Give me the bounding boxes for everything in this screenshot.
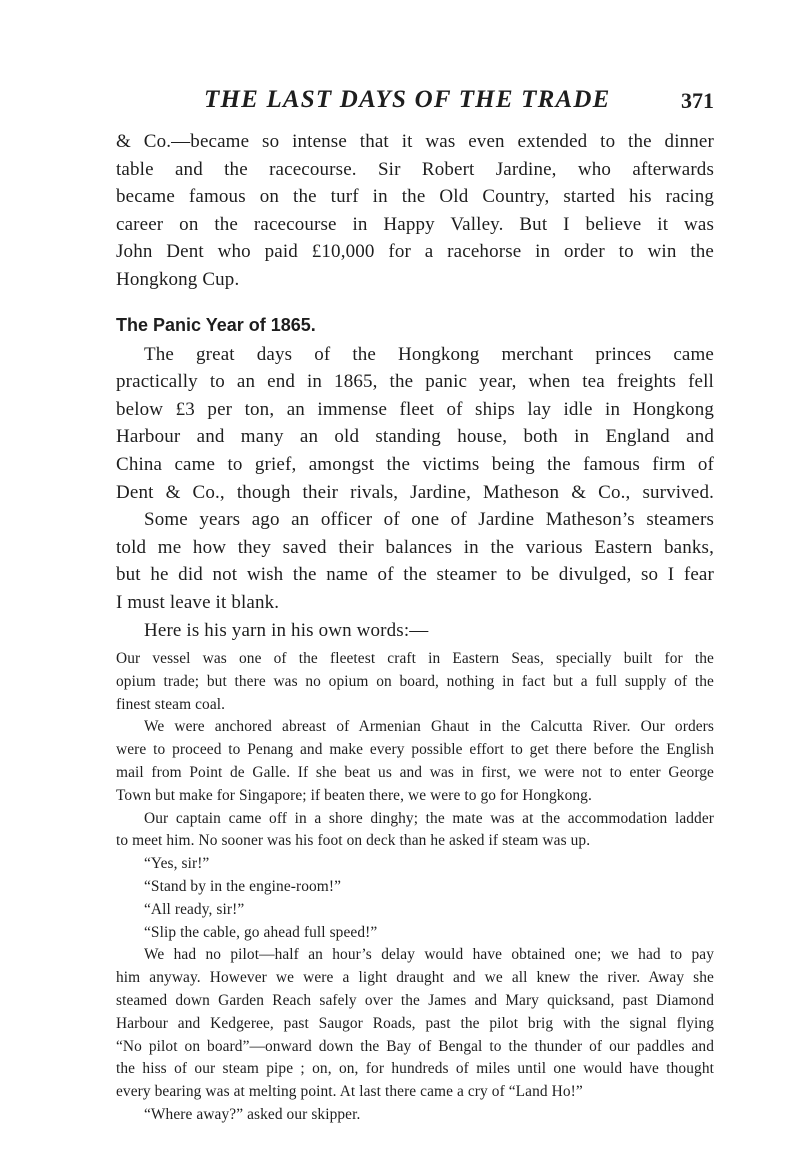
text-line: John Dent who paid £10,000 for a racehorse in order to win the — [116, 241, 714, 263]
text-line: Town but make for Singapore; if beaten there, we were to go for Hongkong. — [116, 786, 592, 804]
quoted-passage — [116, 648, 714, 1127]
dialogue-line: “Slip the cable, go ahead full speed!” — [144, 923, 378, 941]
text-line: below £3 per ton, an immense fleet of ships lay idle in Hongkong — [116, 398, 714, 420]
text-line: opium trade; but there was no opium on board, nothing in fact but a full supply of the — [116, 672, 714, 690]
dialogue-line: “Stand by in the engine-room!” — [144, 878, 342, 896]
section-heading: The Panic Year of 1865. — [116, 314, 316, 335]
book-page — [116, 86, 714, 1127]
text-line: every bearing was at melting point. At last there came a cry of “Land Ho!” — [116, 1083, 583, 1101]
text-line: finest steam coal. — [116, 695, 226, 713]
running-title: THE LAST DAYS OF THE TRADE — [204, 86, 611, 113]
text-line: Dent & Co., though their rivals, Jardine, Matheson & Co., survived. — [116, 481, 714, 503]
text-line: Here is his yarn in his own words:— — [144, 619, 429, 641]
paragraph-officer — [116, 506, 714, 616]
text-line: but he did not wish the name of the steamer to be divulged, so I fear — [116, 564, 714, 586]
paragraph-yarn-intro — [116, 617, 714, 645]
text-line: table and the racecourse. Sir Robert Jardine, who afterwards — [116, 158, 714, 180]
text-line: I must leave it blank. — [116, 591, 280, 613]
text-line: Our captain came off in a shore dinghy; the mate was at the accommodation ladder — [144, 809, 714, 827]
text-line: We had no pilot—half an hour’s delay would have obtained one; we had to pay — [144, 946, 714, 964]
text-line: Harbour and Kedgeree, past Saugor Roads, past the pilot brig with the signal flying — [116, 1014, 714, 1032]
text-line: Our vessel was one of the fleetest craft in Eastern Seas, specially built for the — [116, 650, 714, 668]
text-line: career on the racecourse in Happy Valley. But I believe it was — [116, 213, 714, 235]
dialogue-line: “All ready, sir!” — [144, 900, 245, 918]
text-line: the hiss of our steam pipe ; on, on, for hundreds of miles until one would have thought — [116, 1060, 714, 1078]
paragraph-continued — [116, 128, 714, 294]
text-line: The great days of the Hongkong merchant princes came — [144, 343, 714, 365]
text-line: practically to an end in 1865, the panic year, when tea freights fell — [116, 371, 714, 393]
text-line: him anyway. However we were a light draught and we all knew the river. Away she — [116, 969, 714, 987]
body-text — [116, 128, 714, 1127]
dialogue-line: “Yes, sir!” — [144, 855, 210, 873]
text-line: told me how they saved their balances in the various Eastern banks, — [116, 536, 714, 558]
text-line: Hongkong Cup. — [116, 268, 240, 290]
running-head — [116, 86, 714, 122]
text-line: “Where away?” asked our skipper. — [144, 1106, 361, 1124]
text-line: Some years ago an officer of one of Jardine Matheson’s steamers — [144, 509, 714, 531]
text-line: became famous on the turf in the Old Country, started his racing — [116, 186, 714, 208]
text-line: were to proceed to Penang and make every possible effort to get there before the English — [116, 741, 714, 759]
text-line: mail from Point de Galle. If she beat us and was in first, we were not to enter George — [116, 764, 714, 782]
text-line: steamed down Garden Reach safely over the James and Mary quicksand, past Diamond — [116, 992, 714, 1010]
text-line: & Co.—became so intense that it was even extended to the dinner — [116, 131, 714, 152]
paragraph-panic-year — [116, 341, 714, 507]
text-line: Harbour and many an old standing house, both in England and — [116, 426, 714, 448]
page-number: 371 — [681, 88, 714, 113]
text-line: China came to grief, amongst the victims being the famous firm of — [116, 453, 714, 475]
text-line: to meet him. No sooner was his foot on deck than he asked if steam was up. — [116, 832, 591, 850]
text-line: “No pilot on board”—onward down the Bay of Bengal to the thunder of our paddles and — [116, 1037, 714, 1055]
text-line: We were anchored abreast of Armenian Ghaut in the Calcutta River. Our orders — [144, 718, 714, 736]
